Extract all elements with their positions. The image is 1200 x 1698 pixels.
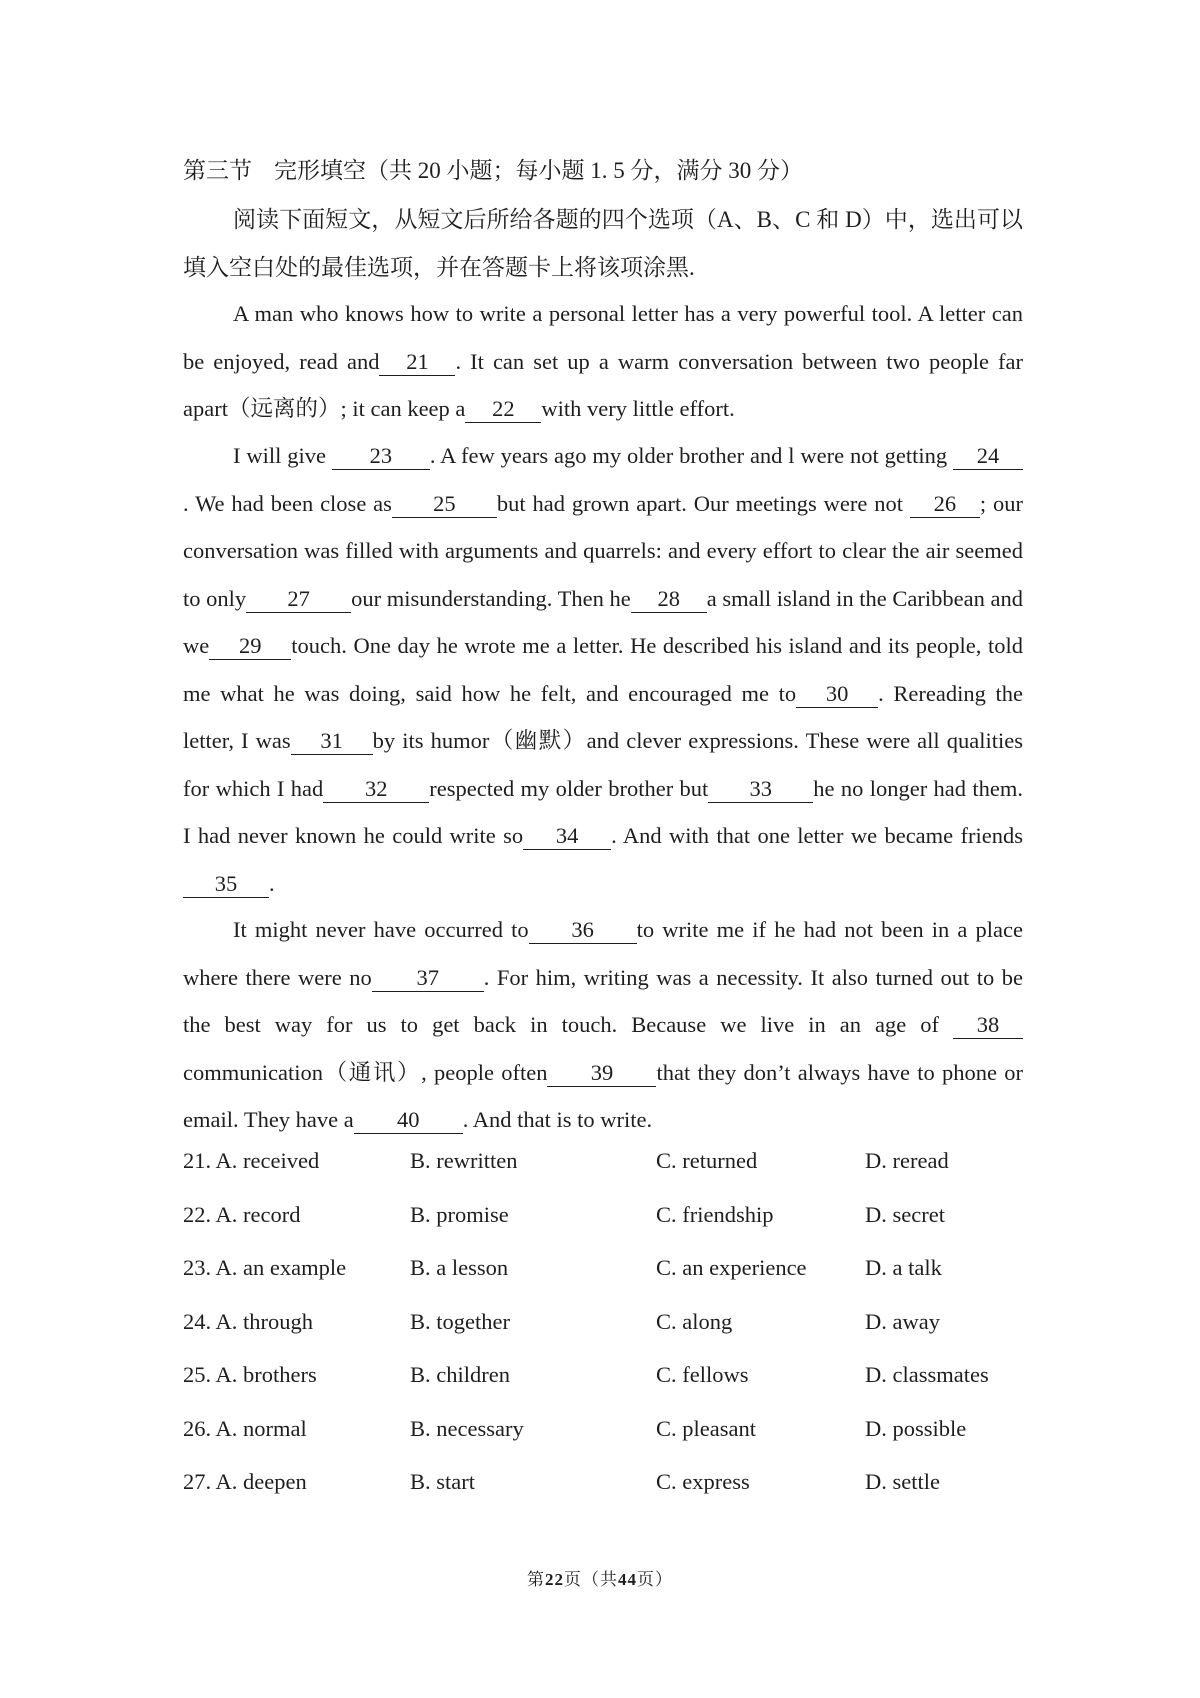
passage-text: .: [269, 870, 275, 896]
passage-text: to write me if he had not been in a place where there were no: [183, 917, 1023, 990]
option-d: D. away: [865, 1308, 940, 1334]
passage-text: ; our conversation was filled with arguments and quarrels: and every effort to clear the air seemed to only: [183, 490, 1024, 611]
option-c: C. along: [656, 1308, 733, 1334]
blank-30: 30: [796, 681, 878, 708]
blank-24: 24: [953, 443, 1023, 470]
passage-paragraph-1: [183, 290, 1023, 433]
blank-25: 25: [392, 491, 497, 518]
blank-34: 34: [523, 823, 611, 850]
option-row-26: [183, 1416, 1043, 1470]
blank-32: 32: [323, 776, 429, 803]
option-row-24: [183, 1309, 1043, 1363]
passage-text: a small island in the Caribbean and we: [183, 585, 1023, 658]
option-d: D. reread: [865, 1148, 949, 1173]
total-page-count: 44: [618, 1570, 637, 1589]
passage-text: he no longer had them. I had never known he could write so: [183, 775, 1024, 848]
option-b: B. a lesson: [410, 1255, 509, 1280]
option-b: B. rewritten: [410, 1148, 518, 1173]
footer-text: 第: [527, 1570, 545, 1589]
option-c: C. returned: [656, 1148, 758, 1173]
option-row-27: [183, 1469, 1043, 1523]
section-number: 第三节: [183, 158, 252, 183]
option-c: C. friendship: [656, 1201, 774, 1227]
passage-text: respected my older brother but: [429, 775, 709, 801]
blank-26: 26: [910, 491, 980, 518]
passage-text: . A few years ago my older brother and l were not getting: [429, 443, 948, 468]
blank-40: 40: [354, 1107, 463, 1134]
blank-29: 29: [209, 633, 291, 660]
current-page-number: 22: [545, 1570, 564, 1589]
passage-text: A man who knows how to write a personal letter has a very powerful tool. A letter can be enjoyed, read and: [183, 301, 1023, 374]
blank-33: 33: [708, 776, 813, 803]
option-b: B. necessary: [410, 1415, 524, 1441]
option-d: D. possible: [865, 1415, 967, 1441]
answer-options: [183, 1148, 1043, 1523]
option-a: 22. A. record: [183, 1201, 301, 1227]
section-description: 完形填空（共 20 小题；每小题 1. 5 分，满分 30 分）: [274, 158, 803, 183]
passage-text: but had grown apart. Our meetings were not: [496, 490, 904, 516]
option-d: D. settle: [865, 1469, 940, 1494]
passage-text: I will give: [233, 443, 326, 468]
option-b: B. together: [410, 1308, 510, 1334]
blank-35: 35: [183, 871, 269, 898]
footer-text: 页）: [637, 1570, 673, 1589]
option-a: 26. A. normal: [183, 1415, 307, 1441]
passage-text: It might never have occurred to: [233, 917, 529, 942]
passage-text: with very little effort.: [541, 396, 735, 421]
blank-37: 37: [372, 965, 484, 992]
blank-22: 22: [465, 396, 541, 423]
footer-text: 页（共: [564, 1570, 618, 1589]
blank-38: 38: [953, 1012, 1023, 1039]
option-b: B. start: [410, 1469, 475, 1494]
passage-text: . And that is to write.: [462, 1107, 653, 1132]
blank-21: 21: [379, 349, 455, 376]
option-d: D. secret: [865, 1201, 945, 1227]
blank-27: 27: [246, 586, 351, 613]
passage-text: by its humor（幽默）and clever expressions. These were all qualities for which I had: [183, 728, 1023, 801]
option-b: B. children: [410, 1362, 510, 1387]
option-c: C. an experience: [656, 1255, 807, 1280]
passage-text: . Rereading the letter, I was: [183, 680, 1023, 753]
option-c: C. express: [656, 1469, 750, 1494]
passage-text: our misunderstanding. Then he: [351, 585, 631, 611]
option-d: D. classmates: [865, 1362, 989, 1387]
passage-text: touch. One day he wrote me a letter. He described his island and its people, told me what he was doing, said how he felt, and encouraged me to: [183, 633, 1023, 706]
option-c: C. pleasant: [656, 1415, 756, 1441]
passage-text: . And with that one letter we became friends: [611, 823, 1023, 848]
option-b: B. promise: [410, 1201, 509, 1227]
blank-36: 36: [529, 917, 637, 944]
option-row-23: [183, 1255, 1043, 1309]
instructions: 阅读下面短文，从短文后所给各题的四个选项（A、B、C 和 D）中，选出可以填入空白处的最佳选项，并在答题卡上将该项涂黑.: [183, 207, 1023, 280]
page-footer: [0, 1565, 1200, 1590]
option-a: 24. A. through: [183, 1308, 314, 1334]
section-title: [183, 155, 803, 187]
blank-28: 28: [631, 586, 707, 613]
option-row-22: [183, 1202, 1043, 1256]
passage-text: communication（通讯）, people often: [183, 1059, 548, 1085]
blank-39: 39: [547, 1060, 656, 1087]
passage-paragraph-2: [183, 432, 1023, 907]
option-c: C. fellows: [656, 1362, 749, 1387]
passage-text: . It can set up a warm conversation between two people far apart（远离的）; it can keep a: [183, 348, 1024, 421]
option-a: 21. A. received: [183, 1148, 320, 1173]
passage-paragraph-3: [183, 906, 1023, 1144]
passage-text: . We had been close as: [183, 490, 392, 516]
option-a: 27. A. deepen: [183, 1469, 307, 1494]
option-row-25: [183, 1362, 1043, 1416]
passage-text: that they don’t always have to phone or email. They have a: [183, 1059, 1024, 1132]
passage-text: . For him, writing was a necessity. It also turned out to be the best way for us to get back in touch. Because we live in an age of: [183, 964, 1023, 1037]
option-d: D. a talk: [865, 1255, 942, 1280]
blank-31: 31: [291, 728, 373, 755]
blank-23: 23: [332, 443, 430, 470]
option-a: 25. A. brothers: [183, 1362, 317, 1387]
option-row-21: [183, 1148, 1043, 1202]
option-a: 23. A. an example: [183, 1255, 347, 1280]
